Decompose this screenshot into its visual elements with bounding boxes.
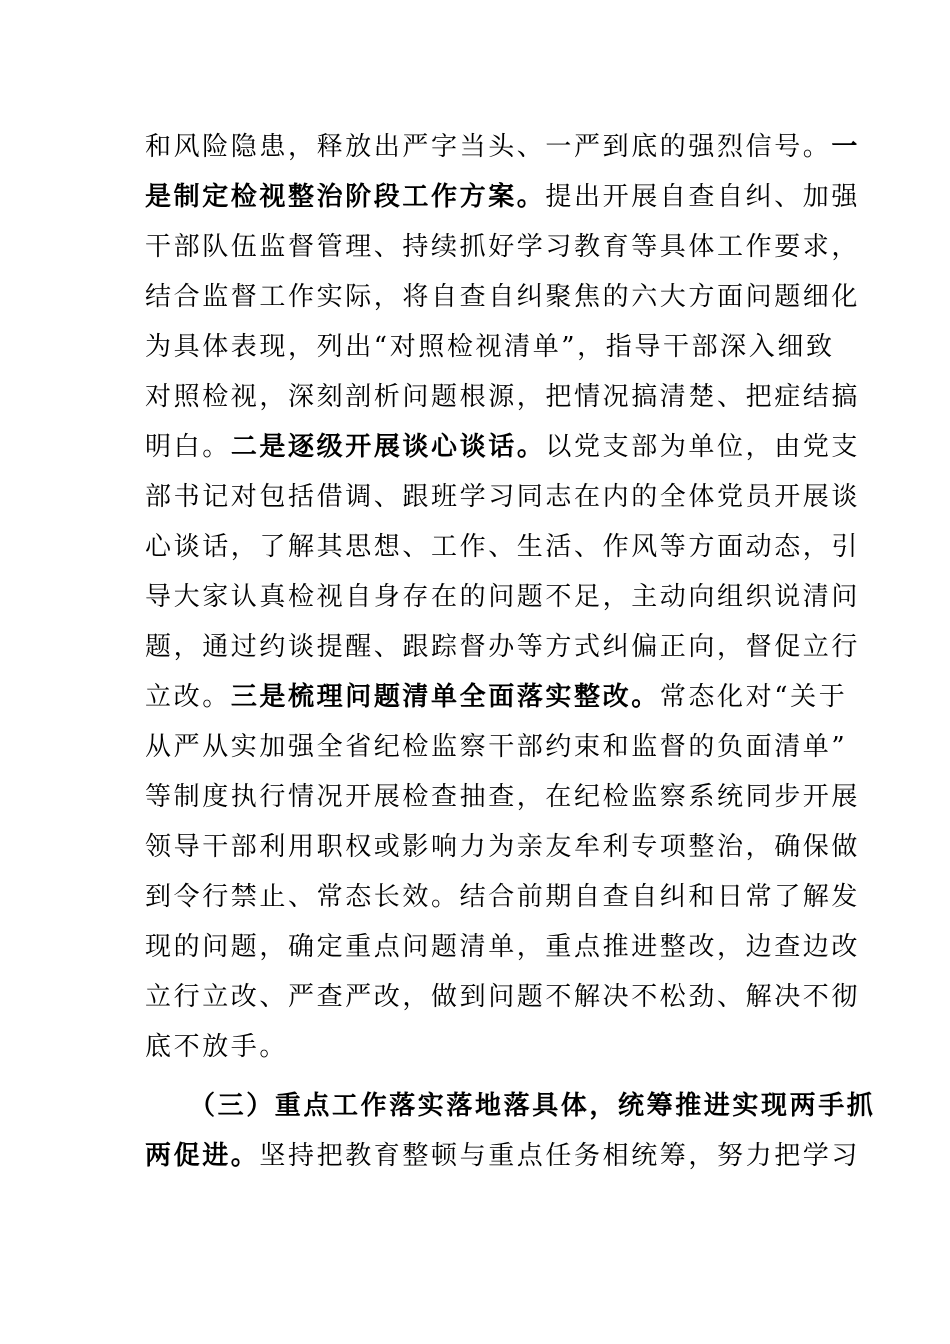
bold-heading: 是制定检视整治阶段工作方案。 bbox=[145, 182, 546, 212]
text-line: 现的问题，确定重点问题清单，重点推进整改，边查边改 bbox=[145, 932, 861, 962]
text-line: 导大家认真检视自身存在的问题不足，主动向组织说清问 bbox=[145, 582, 861, 612]
text-line: 等制度执行情况开展检查抽查，在纪检监察系统同步开展 bbox=[145, 782, 861, 812]
text-line: 对照检视，深刻剖析问题根源，把情况搞清楚、把症结搞 bbox=[145, 382, 861, 412]
bold-heading: 三是梳理问题清单全面落实整改。 bbox=[230, 682, 660, 712]
text-line: 到令行禁止、常态长效。结合前期自查自纠和日常了解发 bbox=[145, 882, 861, 912]
section-heading-line bbox=[145, 1081, 876, 1131]
text-line: 立行立改、严查严改，做到问题不解决不松劲、解决不彻 bbox=[145, 982, 861, 1012]
text-line: 结合监督工作实际，将自查自纠聚焦的六大方面问题细化 bbox=[145, 282, 861, 312]
document-page bbox=[145, 122, 876, 1181]
text-line: 题，通过约谈提醒、跟踪督办等方式纠偏正向，督促立行 bbox=[145, 632, 861, 662]
paragraph bbox=[145, 122, 861, 1072]
text-line: 部书记对包括借调、跟班学习同志在内的全体党员开展谈 bbox=[145, 482, 861, 512]
section-heading: （三）重点工作落实落地落具体，统筹推进实现两手抓 bbox=[189, 1091, 876, 1121]
text-line: 心谈话，了解其思想、工作、生活、作风等方面动态，引 bbox=[145, 532, 861, 562]
text-line: 底不放手。 bbox=[145, 1032, 289, 1062]
text-line: 明白。二是逐级开展谈心谈话。以党支部为单位，由党支 bbox=[145, 432, 861, 462]
text-line: 两促进。坚持把教育整顿与重点任务相统筹，努力把学习 bbox=[145, 1141, 861, 1171]
bold-heading: 一 bbox=[831, 132, 861, 162]
text-line: 为具体表现，列出“对照检视清单”，指导干部深入细致 bbox=[145, 332, 835, 362]
text-line: 领导干部利用职权或影响力为亲友牟利专项整治，确保做 bbox=[145, 832, 861, 862]
paragraph bbox=[145, 1081, 876, 1181]
text-line: 和风险隐患，释放出严字当头、一严到底的强烈信号。一 bbox=[145, 132, 861, 162]
text-line: 立改。三是梳理问题清单全面落实整改。常态化对“关于 bbox=[145, 682, 848, 712]
bold-heading: 二是逐级开展谈心谈话。 bbox=[230, 432, 546, 462]
text-line: 干部队伍监督管理、持续抓好学习教育等具体工作要求， bbox=[145, 232, 861, 262]
text-line: 是制定检视整治阶段工作方案。提出开展自查自纠、加强 bbox=[145, 182, 861, 212]
text-line: 从严从实加强全省纪检监察干部约束和监督的负面清单” bbox=[145, 732, 848, 762]
paragraph-gap bbox=[145, 1072, 810, 1081]
bold-heading: 两促进。 bbox=[145, 1141, 260, 1171]
